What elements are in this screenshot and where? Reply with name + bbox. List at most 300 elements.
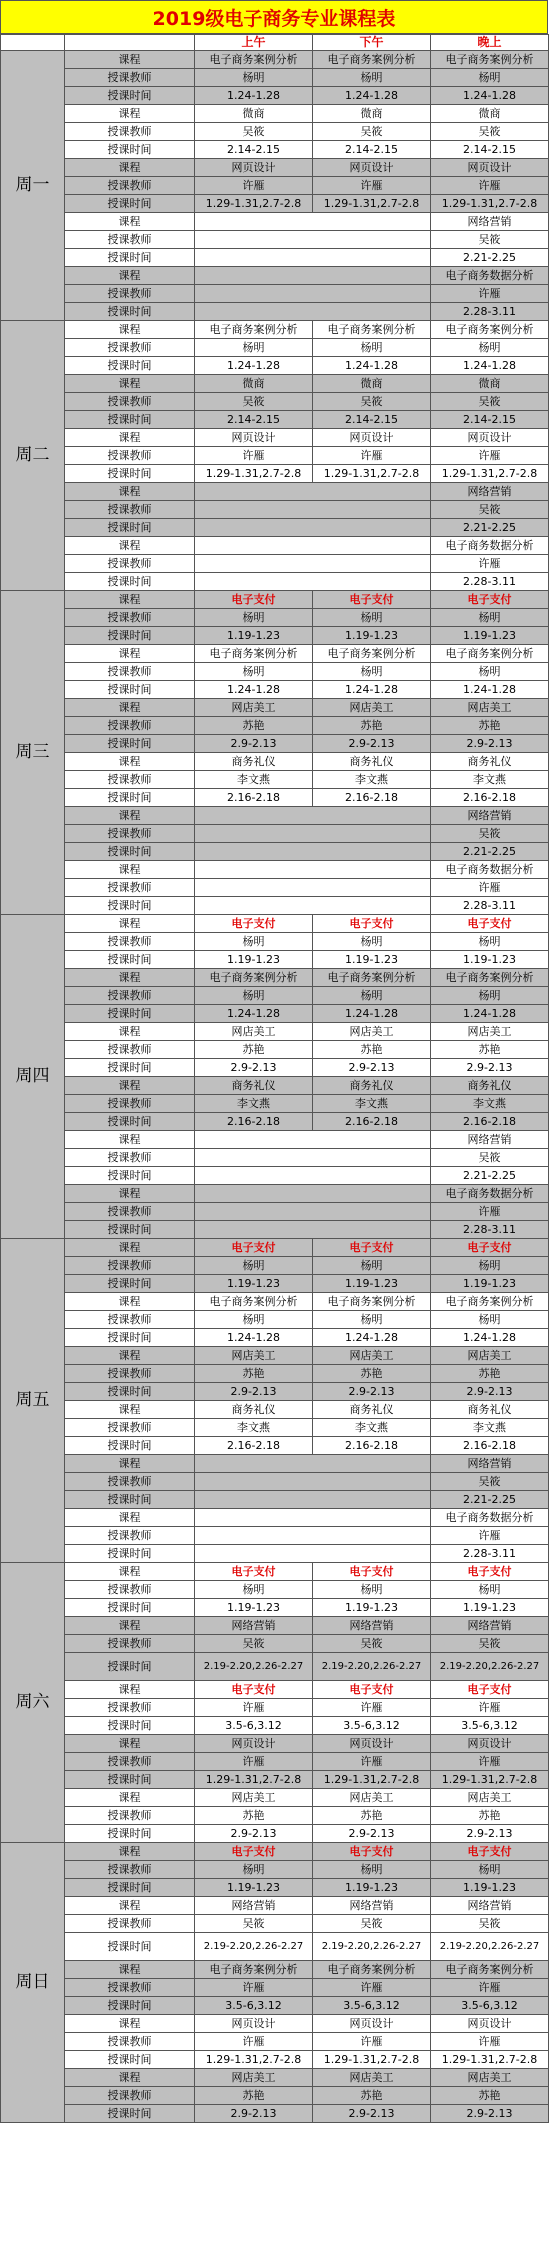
slot-cell: 许雁	[195, 1979, 313, 1997]
table-row	[1, 141, 549, 159]
row-label: 课程	[65, 321, 195, 339]
slot-cell: 电子商务案例分析	[313, 1293, 431, 1311]
slot-cell: 吴筱	[431, 1915, 549, 1933]
row-label: 授课时间	[65, 249, 195, 267]
slot-cell: 苏艳	[195, 1365, 313, 1383]
table-row	[1, 411, 549, 429]
row-label: 课程	[65, 213, 195, 231]
table-row	[1, 1167, 549, 1185]
slot-cell: 1.24-1.28	[431, 1005, 549, 1023]
slot-cell: 电子支付	[431, 915, 549, 933]
slot-cell: 电子商务案例分析	[313, 51, 431, 69]
slot-cell: 杨明	[195, 987, 313, 1005]
row-label: 课程	[65, 267, 195, 285]
day-label: 周五	[1, 1239, 65, 1563]
slot-cell: 1.19-1.23	[313, 627, 431, 645]
table-row	[1, 1897, 549, 1915]
row-label: 授课时间	[65, 1221, 195, 1239]
row-label: 课程	[65, 429, 195, 447]
slot-cell: 杨明	[195, 1257, 313, 1275]
slot-cell: 杨明	[313, 1311, 431, 1329]
slot-cell: 2.9-2.13	[195, 2105, 313, 2123]
row-label: 授课时间	[65, 519, 195, 537]
table-row	[1, 1997, 549, 2015]
slot-cell: 2.16-2.18	[195, 1113, 313, 1131]
slot-cell: 商务礼仪	[195, 1401, 313, 1419]
slot-cell: 网店美工	[431, 699, 549, 717]
day-label: 周一	[1, 51, 65, 321]
table-row	[1, 1113, 549, 1131]
empty-slot	[195, 519, 431, 537]
slot-cell: 网店美工	[313, 1023, 431, 1041]
table-row	[1, 969, 549, 987]
slot-cell: 1.19-1.23	[313, 951, 431, 969]
slot-cell: 许雁	[431, 1979, 549, 1997]
slot-cell: 苏艳	[313, 717, 431, 735]
row-label: 授课教师	[65, 1915, 195, 1933]
slot-cell: 电子商务数据分析	[431, 537, 549, 555]
table-row	[1, 1699, 549, 1717]
slot-cell: 苏艳	[431, 717, 549, 735]
slot-cell: 2.28-3.11	[431, 897, 549, 915]
table-row	[1, 987, 549, 1005]
slot-cell: 李文燕	[431, 771, 549, 789]
table-row	[1, 1275, 549, 1293]
table-row	[1, 663, 549, 681]
table-row	[1, 573, 549, 591]
table-row	[1, 1979, 549, 1997]
table-row	[1, 2051, 549, 2069]
slot-cell: 网页设计	[195, 2015, 313, 2033]
slot-cell: 1.29-1.31,2.7-2.8	[195, 465, 313, 483]
slot-cell: 2.16-2.18	[195, 1437, 313, 1455]
slot-cell: 电子支付	[195, 1843, 313, 1861]
slot-cell: 网店美工	[195, 699, 313, 717]
slot-cell: 1.19-1.23	[431, 1879, 549, 1897]
slot-cell: 2.9-2.13	[431, 1825, 549, 1843]
row-label: 授课教师	[65, 123, 195, 141]
slot-cell: 2.9-2.13	[195, 1059, 313, 1077]
slot-cell: 2.14-2.15	[195, 411, 313, 429]
table-row	[1, 1915, 549, 1933]
table-row	[1, 1383, 549, 1401]
slot-cell: 许雁	[313, 1979, 431, 1997]
slot-cell: 1.19-1.23	[195, 951, 313, 969]
row-label: 课程	[65, 2069, 195, 2087]
slot-cell: 电子支付	[431, 1239, 549, 1257]
slot-cell: 微商	[431, 375, 549, 393]
slot-cell: 吴筱	[195, 393, 313, 411]
row-label: 课程	[65, 51, 195, 69]
slot-cell: 2.9-2.13	[195, 1825, 313, 1843]
slot-cell: 电子支付	[313, 915, 431, 933]
slot-cell: 1.19-1.23	[431, 627, 549, 645]
slot-cell: 1.24-1.28	[431, 357, 549, 375]
slot-cell: 1.19-1.23	[431, 951, 549, 969]
slot-cell: 苏艳	[313, 1041, 431, 1059]
table-row	[1, 1041, 549, 1059]
slot-cell: 吴筱	[431, 231, 549, 249]
slot-cell: 2.9-2.13	[313, 1059, 431, 1077]
slot-cell: 电子支付	[431, 1681, 549, 1699]
slot-cell: 杨明	[195, 663, 313, 681]
empty-slot	[195, 501, 431, 519]
table-row	[1, 861, 549, 879]
table-row	[1, 1735, 549, 1753]
slot-cell: 1.29-1.31,2.7-2.8	[431, 1771, 549, 1789]
slot-cell: 杨明	[431, 1311, 549, 1329]
slot-cell: 网店美工	[313, 699, 431, 717]
slot-cell: 吴筱	[195, 1635, 313, 1653]
table-row	[1, 681, 549, 699]
table-row	[1, 393, 549, 411]
slot-cell: 吴筱	[431, 1473, 549, 1491]
table-row	[1, 1681, 549, 1699]
slot-cell: 许雁	[313, 1699, 431, 1717]
slot-cell: 1.29-1.31,2.7-2.8	[195, 195, 313, 213]
slot-cell: 3.5-6,3.12	[313, 1717, 431, 1735]
empty-slot	[195, 285, 431, 303]
table-row	[1, 537, 549, 555]
table-row	[1, 717, 549, 735]
row-label: 课程	[65, 1681, 195, 1699]
slot-cell: 电子商务案例分析	[313, 645, 431, 663]
slot-cell: 网页设计	[313, 2015, 431, 2033]
slot-cell: 2.16-2.18	[195, 789, 313, 807]
slot-cell: 杨明	[195, 339, 313, 357]
table-row	[1, 1311, 549, 1329]
row-label: 授课教师	[65, 69, 195, 87]
row-label: 课程	[65, 1897, 195, 1915]
slot-cell: 商务礼仪	[431, 1077, 549, 1095]
slot-cell: 吴筱	[313, 1915, 431, 1933]
slot-cell: 吴筱	[195, 123, 313, 141]
slot-cell: 苏艳	[195, 1041, 313, 1059]
header-cell-morning: 上午	[195, 35, 313, 51]
row-label: 课程	[65, 1293, 195, 1311]
slot-cell: 2.28-3.11	[431, 573, 549, 591]
slot-cell: 电子商务案例分析	[195, 1293, 313, 1311]
slot-cell: 1.24-1.28	[431, 87, 549, 105]
table-row	[1, 2015, 549, 2033]
table-row	[1, 879, 549, 897]
row-label: 授课时间	[65, 1005, 195, 1023]
slot-cell: 网店美工	[431, 1789, 549, 1807]
slot-cell: 2.19-2.20,2.26-2.27	[431, 1933, 549, 1961]
slot-cell: 电子商务案例分析	[431, 969, 549, 987]
slot-cell: 2.21-2.25	[431, 1167, 549, 1185]
slot-cell: 2.16-2.18	[431, 789, 549, 807]
slot-cell: 商务礼仪	[195, 1077, 313, 1095]
slot-cell: 2.16-2.18	[313, 1113, 431, 1131]
slot-cell: 网络营销	[431, 483, 549, 501]
slot-cell: 网络营销	[431, 1455, 549, 1473]
row-label: 课程	[65, 1509, 195, 1527]
slot-cell: 许雁	[313, 447, 431, 465]
row-label: 授课教师	[65, 2033, 195, 2051]
slot-cell: 杨明	[431, 987, 549, 1005]
row-label: 课程	[65, 2015, 195, 2033]
empty-slot	[195, 555, 431, 573]
slot-cell: 李文燕	[431, 1095, 549, 1113]
row-label: 授课时间	[65, 1491, 195, 1509]
slot-cell: 1.24-1.28	[195, 1329, 313, 1347]
day-label: 周二	[1, 321, 65, 591]
slot-cell: 电子支付	[195, 1239, 313, 1257]
table-row	[1, 645, 549, 663]
row-label: 授课时间	[65, 1167, 195, 1185]
row-label: 授课时间	[65, 1329, 195, 1347]
slot-cell: 2.14-2.15	[313, 141, 431, 159]
table-row	[1, 303, 549, 321]
row-label: 授课教师	[65, 1581, 195, 1599]
table-row	[1, 1527, 549, 1545]
header-cell-evening: 晚上	[431, 35, 549, 51]
slot-cell: 电子商务案例分析	[195, 51, 313, 69]
row-label: 课程	[65, 483, 195, 501]
schedule-table	[0, 34, 549, 2123]
row-label: 授课教师	[65, 177, 195, 195]
slot-cell: 电子支付	[195, 1563, 313, 1581]
row-label: 授课时间	[65, 1437, 195, 1455]
slot-cell: 杨明	[313, 339, 431, 357]
row-label: 授课时间	[65, 1059, 195, 1077]
slot-cell: 电子支付	[431, 591, 549, 609]
empty-slot	[195, 843, 431, 861]
table-row	[1, 1771, 549, 1789]
row-label: 授课时间	[65, 1383, 195, 1401]
row-label: 授课时间	[65, 1933, 195, 1961]
slot-cell: 1.19-1.23	[313, 1599, 431, 1617]
table-row	[1, 2087, 549, 2105]
slot-cell: 苏艳	[195, 717, 313, 735]
slot-cell: 网络营销	[431, 213, 549, 231]
slot-cell: 3.5-6,3.12	[431, 1717, 549, 1735]
slot-cell: 许雁	[431, 447, 549, 465]
slot-cell: 网店美工	[313, 2069, 431, 2087]
slot-cell: 2.9-2.13	[431, 735, 549, 753]
table-row	[1, 429, 549, 447]
header-row	[1, 35, 549, 51]
slot-cell: 电子商务案例分析	[195, 1961, 313, 1979]
header-cell-afternoon: 下午	[313, 35, 431, 51]
slot-cell: 网页设计	[313, 1735, 431, 1753]
table-row	[1, 1473, 549, 1491]
empty-slot	[195, 231, 431, 249]
empty-slot	[195, 1455, 431, 1473]
slot-cell: 电子商务案例分析	[195, 645, 313, 663]
table-row	[1, 1203, 549, 1221]
slot-cell: 1.29-1.31,2.7-2.8	[195, 1771, 313, 1789]
slot-cell: 2.9-2.13	[313, 1383, 431, 1401]
slot-cell: 1.24-1.28	[313, 357, 431, 375]
table-row	[1, 1717, 549, 1735]
table-row	[1, 1059, 549, 1077]
table-row	[1, 1005, 549, 1023]
slot-cell: 吴筱	[195, 1915, 313, 1933]
slot-cell: 杨明	[431, 1861, 549, 1879]
row-label: 授课时间	[65, 1599, 195, 1617]
slot-cell: 1.24-1.28	[431, 681, 549, 699]
table-row	[1, 519, 549, 537]
slot-cell: 网络营销	[195, 1617, 313, 1635]
slot-cell: 杨明	[195, 933, 313, 951]
slot-cell: 2.9-2.13	[195, 1383, 313, 1401]
row-label: 课程	[65, 1843, 195, 1861]
page-title: 2019级电子商务专业课程表	[0, 0, 548, 34]
table-row	[1, 1825, 549, 1843]
row-label: 授课教师	[65, 771, 195, 789]
slot-cell: 1.19-1.23	[195, 1275, 313, 1293]
slot-cell: 许雁	[431, 285, 549, 303]
slot-cell: 杨明	[431, 339, 549, 357]
table-row	[1, 735, 549, 753]
table-row	[1, 267, 549, 285]
slot-cell: 杨明	[431, 933, 549, 951]
table-row	[1, 1563, 549, 1581]
slot-cell: 1.19-1.23	[313, 1879, 431, 1897]
slot-cell: 1.24-1.28	[313, 1329, 431, 1347]
slot-cell: 3.5-6,3.12	[431, 1997, 549, 2015]
row-label: 授课教师	[65, 1041, 195, 1059]
table-row	[1, 915, 549, 933]
row-label: 授课时间	[65, 465, 195, 483]
day-label: 周六	[1, 1563, 65, 1843]
row-label: 授课教师	[65, 1365, 195, 1383]
row-label: 课程	[65, 105, 195, 123]
slot-cell: 许雁	[431, 1527, 549, 1545]
table-row	[1, 1635, 549, 1653]
slot-cell: 苏艳	[195, 2087, 313, 2105]
slot-cell: 1.29-1.31,2.7-2.8	[431, 2051, 549, 2069]
table-row	[1, 357, 549, 375]
row-label: 课程	[65, 1789, 195, 1807]
slot-cell: 1.24-1.28	[431, 1329, 549, 1347]
slot-cell: 电子支付	[431, 1563, 549, 1581]
table-row	[1, 591, 549, 609]
table-row	[1, 1581, 549, 1599]
slot-cell: 2.14-2.15	[431, 141, 549, 159]
slot-cell: 苏艳	[313, 2087, 431, 2105]
table-row	[1, 1095, 549, 1113]
slot-cell: 苏艳	[431, 1807, 549, 1825]
slot-cell: 网页设计	[195, 429, 313, 447]
slot-cell: 1.24-1.28	[313, 87, 431, 105]
empty-slot	[195, 537, 431, 555]
table-row	[1, 231, 549, 249]
table-row	[1, 1753, 549, 1771]
table-row	[1, 123, 549, 141]
row-label: 授课时间	[65, 2051, 195, 2069]
row-label: 课程	[65, 753, 195, 771]
slot-cell: 2.9-2.13	[195, 735, 313, 753]
slot-cell: 许雁	[431, 177, 549, 195]
slot-cell: 电子商务案例分析	[431, 1961, 549, 1979]
empty-slot	[195, 1473, 431, 1491]
row-label: 授课时间	[65, 1113, 195, 1131]
slot-cell: 杨明	[195, 1581, 313, 1599]
table-row	[1, 2105, 549, 2123]
header-cell-label	[65, 35, 195, 51]
table-row	[1, 951, 549, 969]
table-row	[1, 1933, 549, 1961]
table-row	[1, 1293, 549, 1311]
slot-cell: 2.19-2.20,2.26-2.27	[313, 1653, 431, 1681]
empty-slot	[195, 825, 431, 843]
slot-cell: 杨明	[313, 1257, 431, 1275]
slot-cell: 网店美工	[431, 2069, 549, 2087]
slot-cell: 杨明	[195, 1861, 313, 1879]
slot-cell: 1.19-1.23	[431, 1275, 549, 1293]
slot-cell: 许雁	[313, 177, 431, 195]
row-label: 授课教师	[65, 933, 195, 951]
slot-cell: 2.14-2.15	[195, 141, 313, 159]
table-row	[1, 1185, 549, 1203]
table-row	[1, 555, 549, 573]
slot-cell: 网页设计	[313, 159, 431, 177]
row-label: 授课教师	[65, 1095, 195, 1113]
row-label: 课程	[65, 1131, 195, 1149]
empty-slot	[195, 1491, 431, 1509]
empty-slot	[195, 573, 431, 591]
row-label: 课程	[65, 861, 195, 879]
slot-cell: 2.21-2.25	[431, 1491, 549, 1509]
row-label: 课程	[65, 1239, 195, 1257]
row-label: 课程	[65, 1617, 195, 1635]
slot-cell: 微商	[313, 375, 431, 393]
slot-cell: 网页设计	[195, 159, 313, 177]
slot-cell: 电子商务案例分析	[431, 645, 549, 663]
row-label: 授课教师	[65, 825, 195, 843]
table-row	[1, 501, 549, 519]
table-row	[1, 1221, 549, 1239]
row-label: 课程	[65, 1735, 195, 1753]
slot-cell: 1.24-1.28	[195, 681, 313, 699]
empty-slot	[195, 879, 431, 897]
slot-cell: 2.9-2.13	[313, 735, 431, 753]
slot-cell: 李文燕	[431, 1419, 549, 1437]
slot-cell: 网店美工	[195, 1347, 313, 1365]
row-label: 授课时间	[65, 87, 195, 105]
slot-cell: 网络营销	[313, 1897, 431, 1915]
empty-slot	[195, 1527, 431, 1545]
row-label: 课程	[65, 1563, 195, 1581]
table-row	[1, 177, 549, 195]
row-label: 授课时间	[65, 411, 195, 429]
table-row	[1, 465, 549, 483]
slot-cell: 李文燕	[313, 771, 431, 789]
table-row	[1, 1961, 549, 1979]
row-label: 课程	[65, 807, 195, 825]
slot-cell: 电子商务数据分析	[431, 267, 549, 285]
slot-cell: 许雁	[431, 2033, 549, 2051]
slot-cell: 2.9-2.13	[313, 1825, 431, 1843]
table-row	[1, 2069, 549, 2087]
day-label: 周四	[1, 915, 65, 1239]
slot-cell: 李文燕	[313, 1095, 431, 1113]
table-row	[1, 1879, 549, 1897]
row-label: 授课教师	[65, 555, 195, 573]
empty-slot	[195, 1509, 431, 1527]
row-label: 授课时间	[65, 357, 195, 375]
row-label: 授课时间	[65, 789, 195, 807]
slot-cell: 网络营销	[431, 1617, 549, 1635]
slot-cell: 苏艳	[195, 1807, 313, 1825]
row-label: 授课时间	[65, 1653, 195, 1681]
slot-cell: 1.19-1.23	[313, 1275, 431, 1293]
empty-slot	[195, 1185, 431, 1203]
slot-cell: 2.19-2.20,2.26-2.27	[313, 1933, 431, 1961]
